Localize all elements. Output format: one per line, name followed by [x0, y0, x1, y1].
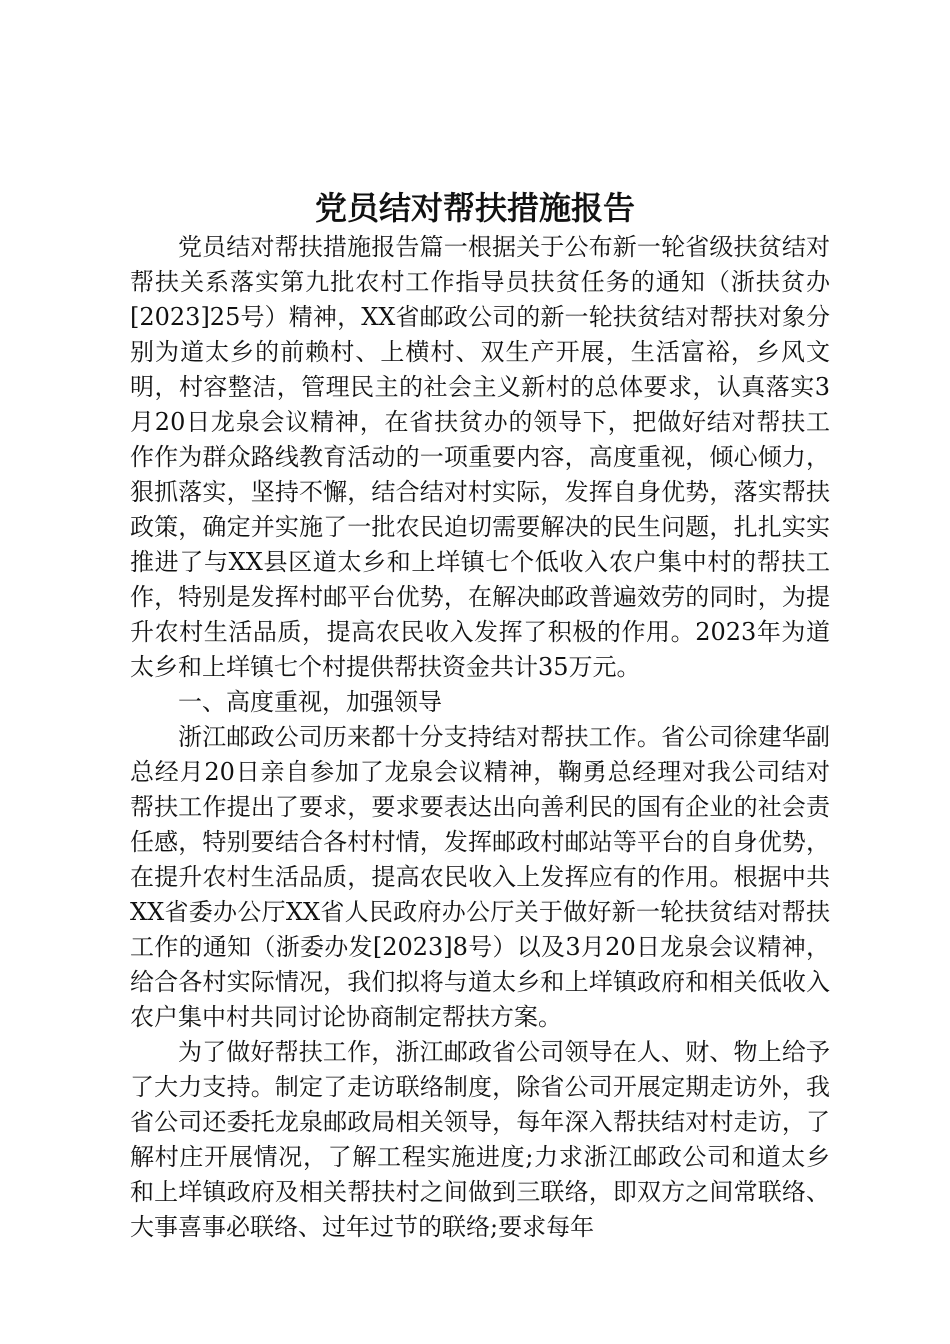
- paragraph-intro: 党员结对帮扶措施报告篇一根据关于公布新一轮省级扶贫结对帮扶关系落实第九批农村工作指导员扶贫任务的通知（浙扶贫办[2023]25号）精神，XX省邮政公司的新一轮扶贫结对帮扶对象分别为道太乡的前赖村、上横村、双生产开展，生活富裕，乡风文明，村容整洁，管理民主的社会主义新村的总体要求，认真落实3月20日龙泉会议精神，在省扶贫办的领导下，把做好结对帮扶工作作为群众路线教育活动的一项重要内容，高度重视，倾心倾力，狠抓落实，坚持不懈，结合结对村实际，发挥自身优势，落实帮扶政策，确定并实施了一批农民迫切需要解决的民生问题，扎扎实实推进了与XX县区道太乡和上垟镇七个低收入农户集中村的帮扶工作，特别是发挥村邮平台优势，在解决邮政普遍效劳的同时，为提升农村生活品质，提高农民收入发挥了积极的作用。2023年为道太乡和上垟镇七个村提供帮扶资金共计35万元。: [130, 233, 830, 681]
- section-heading-1: 一、高度重视，加强领导: [178, 688, 442, 716]
- document-title: 党员结对帮扶措施报告: [314, 189, 635, 227]
- document-body: [130, 230, 830, 1245]
- paragraph-section-1-cont: 为了做好帮扶工作，浙江邮政省公司领导在人、财、物上给予了大力支持。制定了走访联络制度，除省公司开展定期走访外，我省公司还委托龙泉邮政局相关领导，每年深入帮扶结对村走访，了解村庄开展情况，了解工程实施进度;力求浙江邮政公司和道太乡和上垟镇政府及相关帮扶村之间做到三联络，即双方之间常联络、大事喜事必联络、过年过节的联络;要求每年: [130, 1038, 830, 1241]
- paragraph-section-1: 浙江邮政公司历来都十分支持结对帮扶工作。省公司徐建华副总经月20日亲自参加了龙泉会议精神，鞠勇总经理对我公司结对帮扶工作提出了要求，要求要表达出向善利民的国有企业的社会责任感，特别要结合各村村情，发挥邮政村邮站等平台的自身优势，在提升农村生活品质，提高农民收入上发挥应有的作用。根据中共XX省委办公厅XX省人民政府办公厅关于做好新一轮扶贫结对帮扶工作的通知（浙委办发[2023]8号）以及3月20日龙泉会议精神，给合各村实际情况，我们拟将与道太乡和上垟镇政府和相关低收入农户集中村共同讨论协商制定帮扶方案。: [130, 723, 830, 1031]
